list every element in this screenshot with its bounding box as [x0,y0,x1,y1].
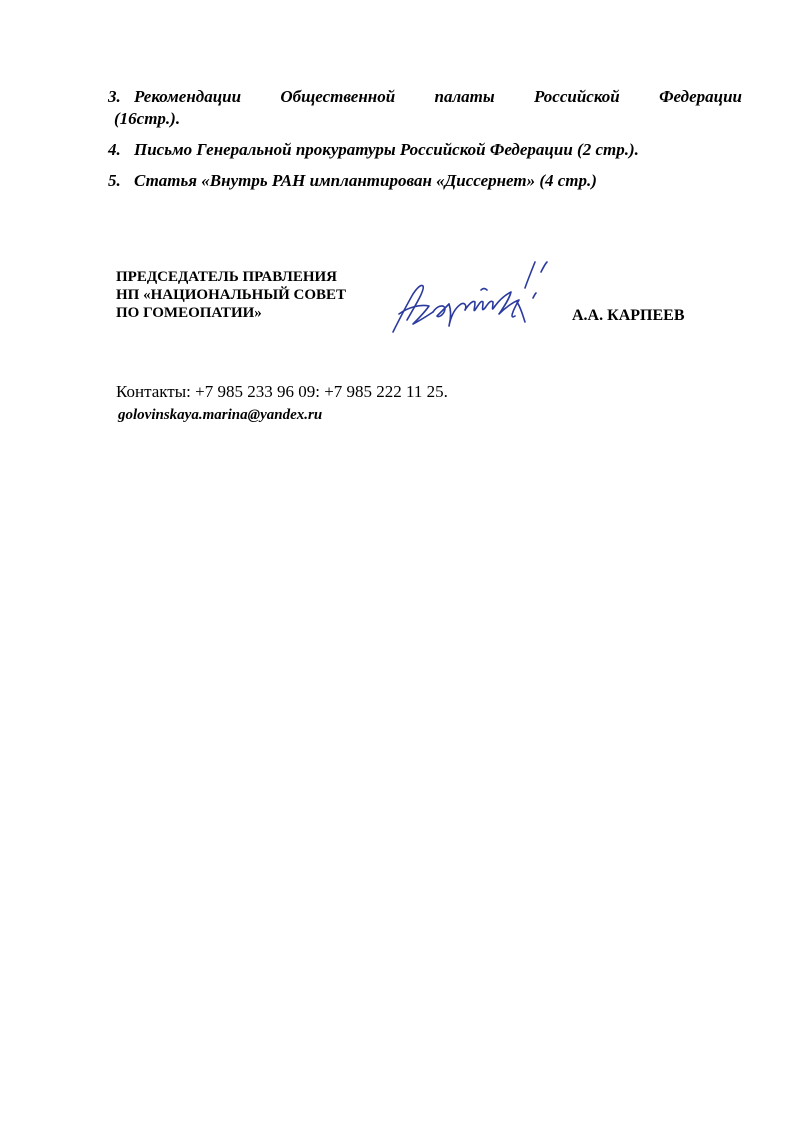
signatory-title-line: ПРЕДСЕДАТЕЛЬ ПРАВЛЕНИЯ [116,269,338,285]
attachment-number: 4. [108,140,121,159]
signatory-title [116,268,346,322]
attachment-item-4 [108,139,744,161]
attachment-item-5 [108,170,744,192]
attachment-text: Письмо Генеральной прокуратуры Российской Федерации (2 стр.). [134,140,639,159]
signatory-title-line: ПО ГОМЕОПАТИИ» [116,305,262,321]
attachments-list [108,86,744,201]
attachment-number: 5. [108,171,121,190]
contact-email[interactable]: golovinskaya.marina@yandex.ru [118,407,323,423]
signer-name: А.А. КАРПЕЕВ [572,307,685,324]
attachment-text: Рекомендации Общественной палаты Российской Федерации [134,87,742,106]
handwritten-signature [385,250,565,345]
signatory-title-line: НП «НАЦИОНАЛЬНЫЙ СОВЕТ [116,287,347,303]
attachment-text: Статья «Внутрь РАН имплантирован «Диссернет» (4 стр.) [134,171,597,190]
contact-phones: Контакты: +7 985 233 96 09: +7 985 222 11 25. [116,382,448,401]
attachment-number: 3. [108,87,121,106]
attachment-item-3 [108,86,744,130]
attachment-text-continuation: (16стр.). [114,109,181,128]
